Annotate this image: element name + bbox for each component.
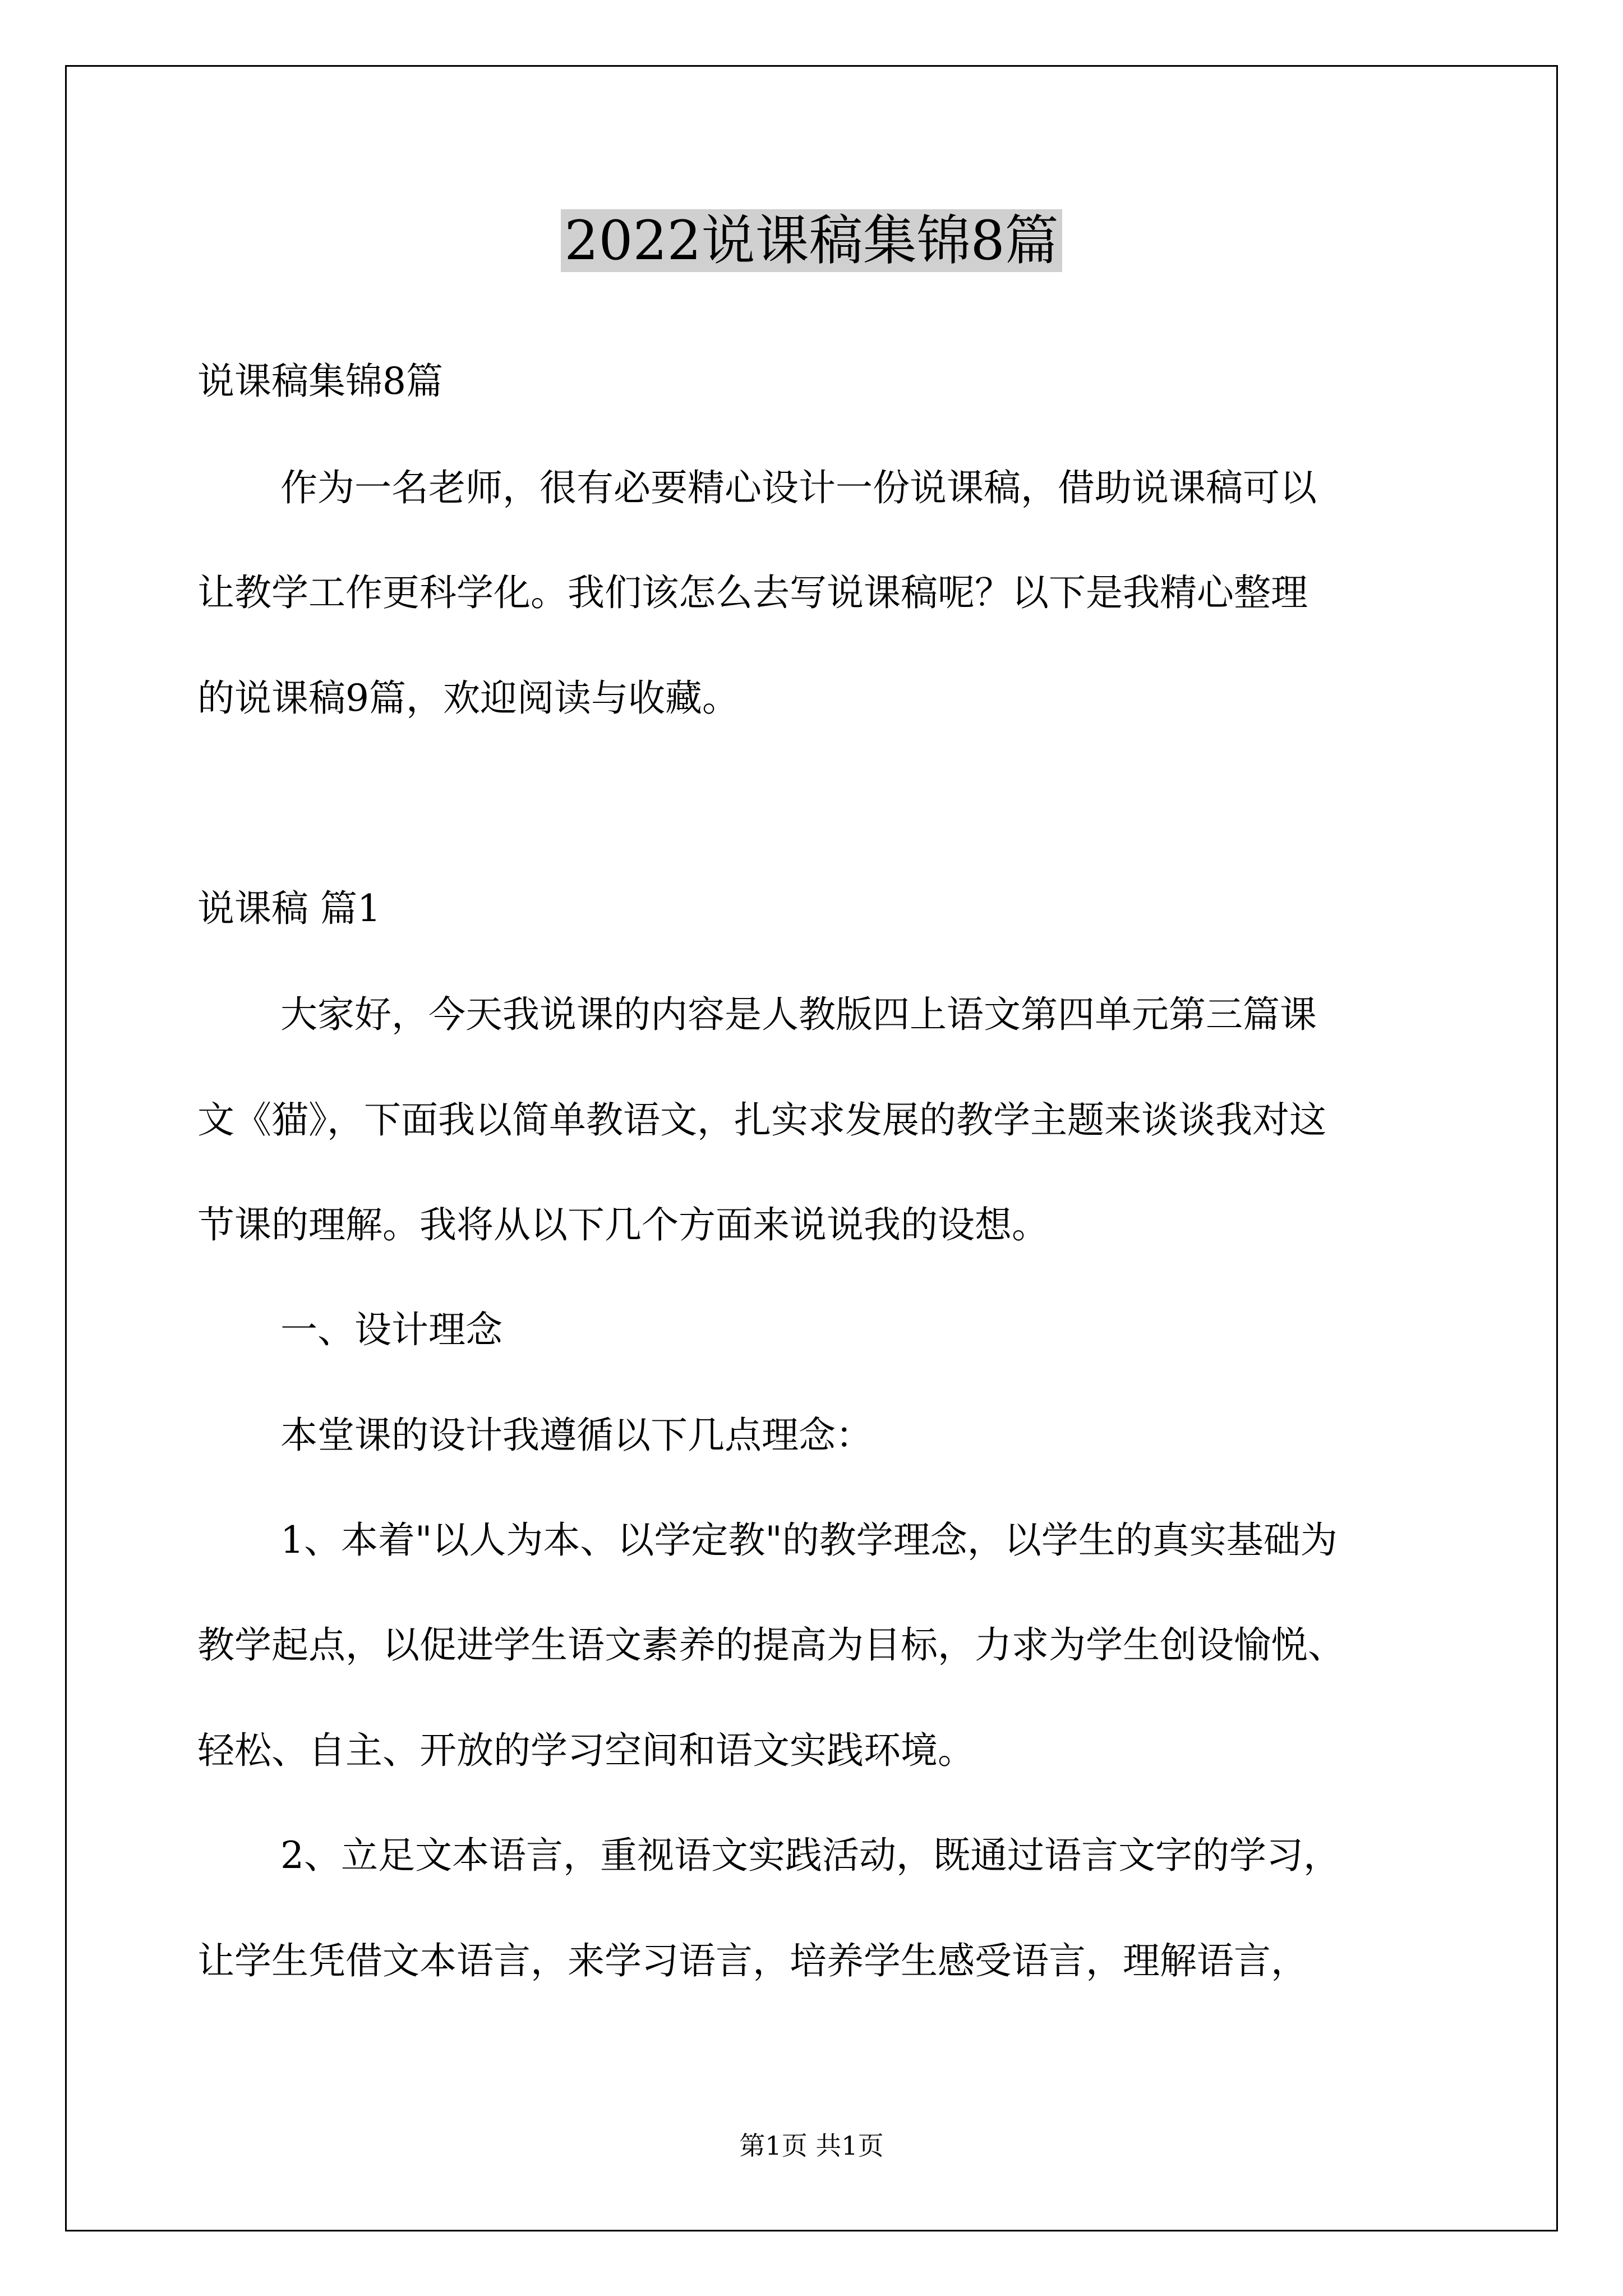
body-line: 大家好，今天我说课的内容是人教版四上语文第四单元第三篇课 bbox=[280, 993, 1317, 1036]
document-subtitle: 说课稿集锦8篇 bbox=[197, 360, 443, 403]
body-heading: 一、设计理念 bbox=[280, 1308, 502, 1351]
body-line: 1、本着"以人为本、以学定教"的教学理念，以学生的真实基础为 bbox=[280, 1519, 1338, 1562]
body-line: 文《猫》，下面我以简单教语文，扎实求发展的教学主题来谈谈我对这 bbox=[197, 1098, 1326, 1142]
body-line: 轻松、自主、开放的学习空间和语文实践环境。 bbox=[197, 1729, 975, 1772]
section-heading: 说课稿 篇1 bbox=[197, 887, 381, 930]
intro-line: 的说课稿9篇，欢迎阅读与收藏。 bbox=[197, 677, 739, 720]
document-title-text: 2022说课稿集锦8篇 bbox=[561, 209, 1062, 272]
body-line: 让学生凭借文本语言，来学习语言，培养学生感受语言，理解语言， bbox=[197, 1939, 1308, 1982]
body-line: 教学起点，以促进学生语文素养的提高为目标，力求为学生创设愉悦、 bbox=[197, 1623, 1345, 1667]
intro-line: 作为一名老师，很有必要精心设计一份说课稿，借助说课稿可以 bbox=[280, 466, 1317, 509]
body-line: 本堂课的设计我遵循以下几点理念： bbox=[280, 1414, 873, 1457]
document-title bbox=[0, 206, 1623, 275]
page-footer: 第1页 共1页 bbox=[739, 2131, 884, 2161]
body-line: 2、立足文本语言，重视语文实践活动，既通过语言文字的学习， bbox=[280, 1834, 1340, 1877]
intro-line: 让教学工作更科学化。我们该怎么去写说课稿呢？以下是我精心整理 bbox=[197, 571, 1308, 614]
body-line: 节课的理解。我将从以下几个方面来说说我的设想。 bbox=[197, 1203, 1049, 1246]
